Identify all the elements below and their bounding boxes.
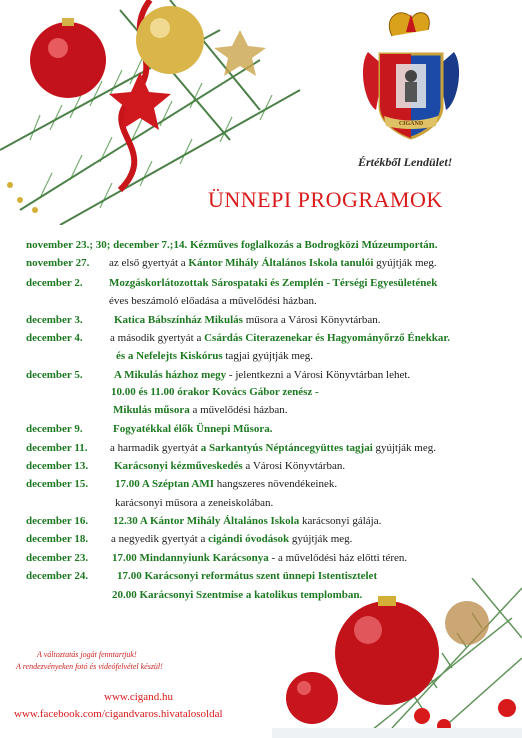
page-title: ÜNNEPI PROGRAMOK: [208, 187, 443, 212]
program-description: [115, 496, 273, 510]
program-text: az első gyertyát a: [109, 257, 189, 269]
program-description: [113, 514, 381, 528]
program-highlight: 10.00 és 11.00 órakor Kovács Gábor zenész -: [111, 386, 319, 398]
program-text: tagjai gyújtják meg.: [222, 350, 314, 362]
program-highlight: Csárdás Citerazenekar és Hagyományőrző Énekkar.: [204, 332, 451, 344]
program-description: [114, 368, 410, 382]
program-text: a művelődési házban.: [189, 404, 288, 416]
program-text: - a művelődési ház előtti téren.: [268, 552, 408, 564]
program-description: [109, 294, 317, 308]
program-highlight: Kántor Mihály Általános Iskola tanulói: [188, 257, 374, 269]
program-description: [113, 403, 287, 417]
program-highlight: 17.00 A Széptan AMI: [115, 478, 215, 490]
program-text: a negyedik gyertyát a: [111, 533, 209, 545]
program-description: [109, 276, 437, 290]
program-date: december 15.: [26, 478, 89, 490]
program-date: december 4.: [26, 332, 83, 344]
program-description: [110, 331, 450, 345]
program-date: december 18.: [26, 533, 89, 545]
program-description: [116, 349, 313, 363]
program-text: karácsonyi gálája.: [299, 515, 382, 527]
program-text: hangszeres növendékeinek.: [214, 478, 338, 490]
program-highlight: és a Nefelejts Kiskórus: [116, 350, 223, 362]
program-highlight: Karácsonyi kézműveskedés: [114, 460, 243, 472]
program-description: [109, 256, 437, 270]
program-highlight: 12.30 A Kántor Mihály Általános Iskola: [113, 515, 300, 527]
logo-motto: Értékből Lendület!: [358, 155, 453, 169]
program-text: műsora a Városi Könyvtárban.: [242, 314, 381, 326]
program-highlight: Mikulás műsora: [113, 404, 190, 416]
program-text: a harmadik gyertyát: [110, 442, 201, 454]
program-text: gyújtják meg.: [372, 442, 436, 454]
disclaimer-changes: A változtatás jogát fenntartjuk!: [37, 650, 137, 659]
program-highlight: Kézműves foglalkozás a Bodrogközi Múzeumportán.: [189, 239, 438, 251]
program-highlight: 17.00 Karácsonyi református szent ünnepi Istentisztelet: [117, 570, 378, 582]
program-date: december 13.: [26, 460, 89, 472]
program-date: december 2.: [26, 277, 83, 289]
program-date: december 16.: [26, 515, 89, 527]
program-date: december 23.: [26, 552, 89, 564]
program-highlight: A Mikulás házhoz megy: [114, 369, 227, 381]
program-description: [110, 441, 436, 455]
program-text: éves beszámoló előadása a művelődési házban.: [109, 295, 317, 307]
christmas-decoration-bottom-right: [272, 578, 522, 738]
program-date: november 27.: [26, 257, 90, 269]
program-highlight: 20.00 Karácsonyi Szentmise a katolikus templomban.: [112, 589, 363, 601]
facebook-link[interactable]: www.facebook.com/cigandvaros.hivatalosoldal: [14, 708, 223, 720]
program-highlight: Fogyatékkal élők Ünnepi Műsora.: [113, 423, 273, 435]
program-highlight: Mozgáskorlátozottak Sárospataki és Zemplén - Térségi Egyesületének: [109, 277, 438, 289]
program-text: a második gyertyát a: [110, 332, 205, 344]
disclaimer-photo: A rendezvényeken fotó és videófelvétel készül!: [16, 662, 163, 671]
program-text: karácsonyi műsora a zeneiskolában.: [115, 497, 274, 509]
program-description: [26, 238, 438, 252]
program-date: december 3.: [26, 314, 83, 326]
program-date: december 9.: [26, 423, 83, 435]
program-highlight: a Sarkantyús Néptáncegyüttes tagjai: [200, 442, 373, 454]
program-text: gyújtják meg.: [373, 257, 437, 269]
program-highlight: 17.00 Mindannyiunk Karácsonya: [112, 552, 269, 564]
program-highlight: cigándi óvodások: [208, 533, 290, 545]
program-highlight: november 23.; 30; december 7.;14.: [26, 239, 190, 251]
crest-banner-text: CIGÁND: [398, 121, 424, 127]
program-description: [115, 477, 337, 491]
program-highlight: Katica Bábszínház Mikulás: [114, 314, 243, 326]
program-description: [111, 532, 352, 546]
program-text: - jelentkezni a Városi Könyvtárban lehet.: [226, 369, 411, 381]
program-description: [114, 313, 381, 327]
program-description: [111, 385, 319, 399]
program-description: [113, 422, 273, 436]
program-description: [114, 459, 345, 473]
program-description: [112, 551, 407, 565]
program-date: december 11.: [26, 442, 88, 454]
program-text: gyújtják meg.: [289, 533, 353, 545]
program-date: december 5.: [26, 369, 83, 381]
website-link[interactable]: www.cigand.hu: [104, 691, 173, 703]
program-date: december 24.: [26, 570, 89, 582]
cigand-coat-of-arms: [362, 6, 460, 148]
program-text: a Városi Könyvtárban.: [242, 460, 346, 472]
